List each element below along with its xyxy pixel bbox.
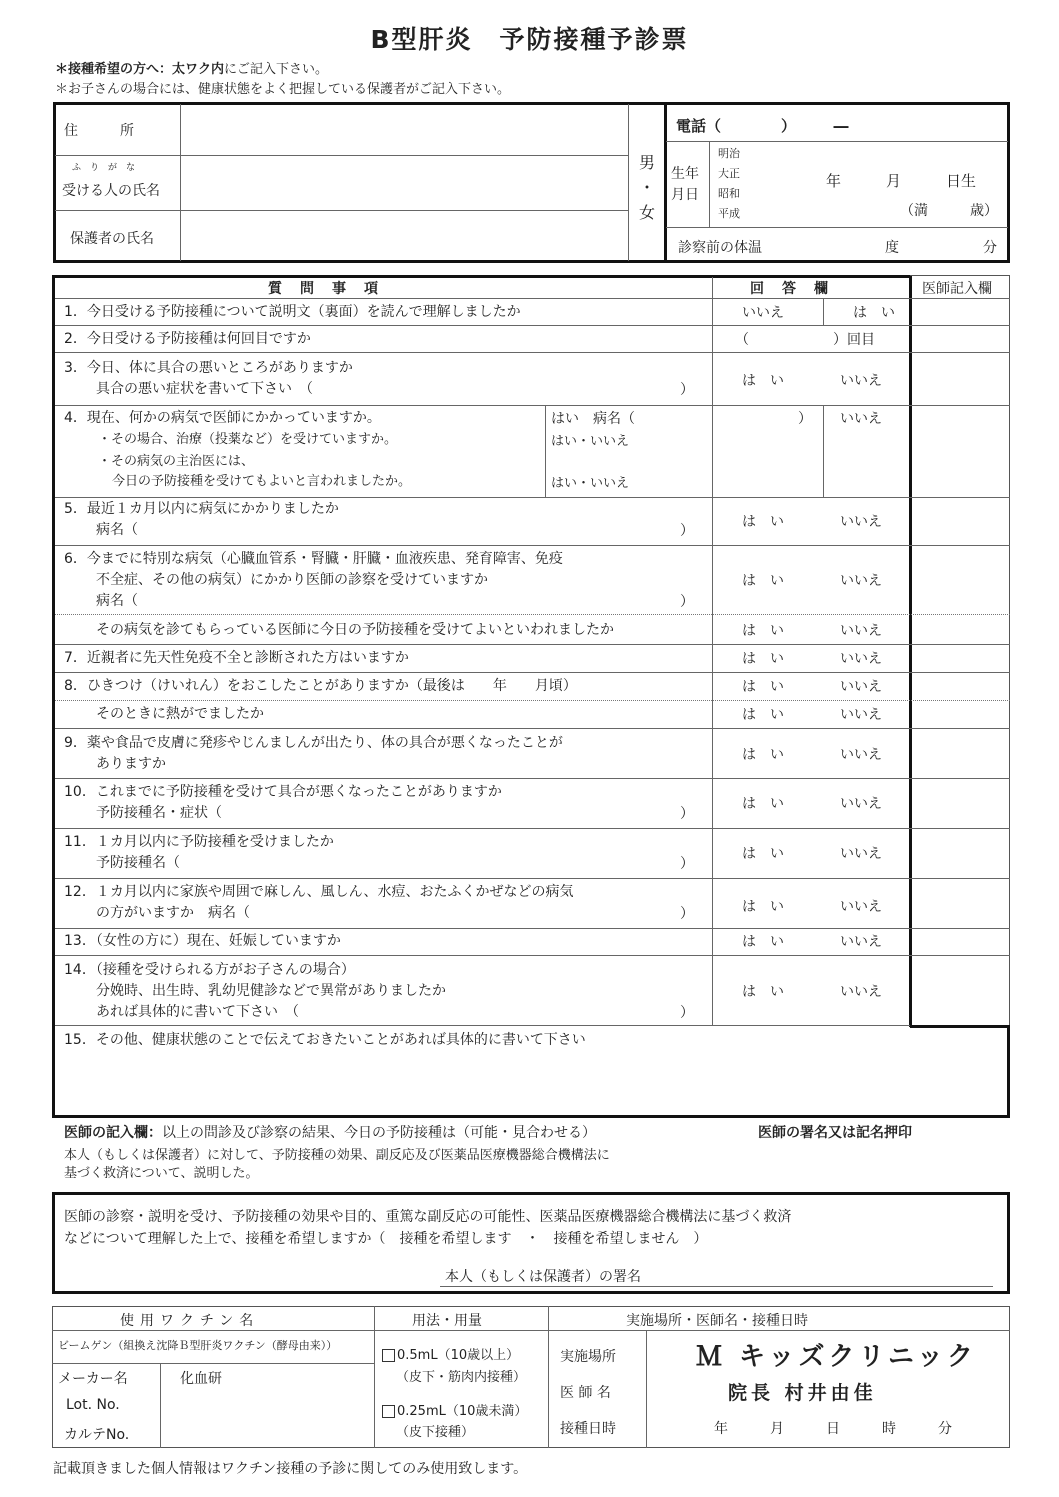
- q3-answer-yes[interactable]: は い: [742, 373, 784, 389]
- q1-answer-no[interactable]: いいえ: [742, 305, 784, 321]
- question-10-detail: 予防接種名・症状（: [96, 805, 222, 821]
- checkbox-icon[interactable]: [382, 1349, 395, 1362]
- q5-answer-yes[interactable]: は い: [742, 514, 784, 530]
- lot-field[interactable]: [170, 1395, 370, 1417]
- question-15: 15．その他、健康状態のことで伝えておきたいことがあれば具体的に書いて下さい: [64, 1032, 586, 1048]
- close-paren: ）: [680, 906, 694, 922]
- q14-answer-no[interactable]: いいえ: [840, 984, 882, 1000]
- maker-value: 化血研: [180, 1371, 222, 1387]
- q10-answer-yes[interactable]: は い: [742, 796, 784, 812]
- consent-text-1: 医師の診察・説明を受け、予防接種の効果や目的、重篤な副反応の可能性、医薬品医療機器総合機構法に基づく救済: [64, 1209, 792, 1225]
- q8-answer-no[interactable]: いいえ: [840, 679, 882, 695]
- q15-answer-field[interactable]: [64, 1052, 1004, 1112]
- question-8: 8．ひきつけ（けいれん）をおこしたことがありますか（最後は 年 月頃）: [64, 678, 577, 694]
- question-14: 14．（接種を受けられる方がお子さんの場合）: [64, 962, 355, 978]
- q2-answer-field[interactable]: [747, 329, 832, 349]
- karte-label: カルテNo.: [64, 1427, 130, 1443]
- question-2: 2．今日受ける予防接種は何回目ですか: [64, 331, 311, 347]
- q4-answer-permission[interactable]: はい・いいえ: [551, 476, 630, 491]
- question-6-sub: その病気を診てもらっている医師に今日の予防接種を受けてよいといわれましたか: [96, 622, 614, 638]
- page-title: B型肝炎 予防接種予診票: [370, 25, 689, 54]
- clinic-director: 院長 村井由佳: [728, 1382, 877, 1404]
- temperature-degree[interactable]: 度: [885, 240, 899, 256]
- q4-answer-no[interactable]: いいえ: [840, 411, 882, 427]
- question-4-sub-3: 今日の予防接種を受けてもよいと言われましたか。: [112, 474, 412, 489]
- doctor-explanation-1: 本人（もしくは保護者）に対して、予防接種の効果、副反応及び医薬品医療機器総合機構法に: [64, 1148, 610, 1163]
- question-1: 1．今日受ける予防接種について説明文（裏面）を読んで理解しましたか: [64, 304, 521, 320]
- question-4-sub-2: ・その病気の主治医には、: [98, 454, 255, 469]
- q4-answer-disease[interactable]: はい 病名（: [551, 411, 635, 427]
- instruction-note-2: ＊お子さんの場合には、健康状態をよく把握している保護者がご記入下さい。: [55, 82, 511, 97]
- sex-separator: ・: [639, 178, 656, 197]
- question-5-detail: 病名（: [96, 522, 138, 538]
- dose-adult-label: 0.5mL（10歳以上）: [397, 1348, 520, 1363]
- place-doctor-date-header: 実施場所・医師名・接種日時: [626, 1313, 808, 1329]
- question-5: 5．最近１カ月以内に病気にかかりましたか: [64, 501, 339, 517]
- age-field[interactable]: （満 歳）: [900, 203, 998, 219]
- address-label: 住 所: [64, 123, 134, 139]
- sex-female[interactable]: 女: [639, 203, 656, 222]
- q12-answer-no[interactable]: いいえ: [840, 899, 882, 915]
- doctor-assessment: [64, 1122, 596, 1142]
- questions-header: 質問事項: [268, 281, 396, 297]
- question-4: 4．現在、何かの病気で医師にかかっていますか。: [64, 410, 381, 426]
- close-paren: ）: [680, 856, 694, 872]
- question-6: 6．今までに特別な病気（心臓血管系・腎臓・肝臓・血液疾患、発育障害、免疫: [64, 551, 563, 567]
- q14-answer-yes[interactable]: は い: [742, 984, 784, 1000]
- dose-child-route: （皮下接種）: [396, 1425, 475, 1440]
- q7-answer-yes[interactable]: は い: [742, 651, 784, 667]
- vaccine-name-header: 使用ワクチン名: [120, 1313, 260, 1329]
- close-paren: ）: [798, 411, 812, 427]
- close-paren: ）: [680, 382, 694, 398]
- close-paren: ）: [680, 523, 694, 539]
- doctor-assessment-text[interactable]: 以上の問診及び診察の結果、今日の予防接種は（可能・見合わせる）: [162, 1125, 596, 1141]
- name-label: 受ける人の氏名: [62, 183, 160, 199]
- q12-answer-yes[interactable]: は い: [742, 899, 784, 915]
- place-label: 実施場所: [560, 1349, 616, 1365]
- dose-adult-route: （皮下・筋肉内接種）: [396, 1370, 527, 1385]
- birth-label-2: 月日: [671, 187, 699, 203]
- consent-text-2[interactable]: などについて理解した上で、接種を希望しますか（ 接種を希望します ・ 接種を希望しません ）: [64, 1231, 708, 1247]
- consent-signature-field[interactable]: [720, 1262, 990, 1286]
- sex-male[interactable]: 男: [639, 153, 656, 172]
- note-bold: ＊接種希望の方へ：太ワク内: [55, 62, 225, 77]
- vaccination-datetime-field[interactable]: 年 月 日 時 分: [714, 1421, 952, 1437]
- q6-sub-answer-no[interactable]: いいえ: [840, 623, 882, 639]
- question-9-line-2: ありますか: [96, 756, 166, 772]
- doctor-column-box: [910, 275, 1010, 1027]
- question-13: 13．（女性の方に）現在、妊娠していますか: [64, 933, 341, 949]
- q5-answer-no[interactable]: いいえ: [840, 514, 882, 530]
- q9-answer-no[interactable]: いいえ: [840, 747, 882, 763]
- temperature-label: 診察前の体温: [678, 240, 762, 256]
- doctor-explanation-2: 基づく救済について、説明した。: [64, 1166, 259, 1181]
- q6-sub-answer-yes[interactable]: は い: [742, 623, 784, 639]
- birth-label-1: 生年: [671, 166, 699, 182]
- era-showa[interactable]: 昭和: [718, 187, 740, 200]
- phone-field[interactable]: 電話（ ） ―: [676, 117, 849, 135]
- question-12: 12．１カ月以内に家族や周囲で麻しん、風しん、水痘、おたふくかぜなどの病気: [64, 884, 574, 900]
- question-9: 9．薬や食品で皮膚に発疹やじんましんが出たり、体の具合が悪くなったことが: [64, 735, 563, 751]
- lot-label: Lot. No.: [66, 1397, 120, 1413]
- q11-answer-no[interactable]: いいえ: [840, 846, 882, 862]
- q8-sub-answer-yes[interactable]: は い: [742, 707, 784, 723]
- question-11: 11．１カ月以内に予防接種を受けましたか: [64, 834, 334, 850]
- q4-answer-treatment[interactable]: はい・いいえ: [551, 434, 630, 449]
- q8-answer-yes[interactable]: は い: [742, 679, 784, 695]
- maker-label: メーカー名: [58, 1371, 128, 1387]
- q2-answer-open: （: [735, 332, 749, 348]
- question-8-sub: そのときに熱がでましたか: [96, 706, 264, 722]
- doctor-column-header: 医師記入欄: [922, 281, 992, 297]
- question-3: 3．今日、体に具合の悪いところがありますか: [64, 360, 353, 376]
- instruction-note-1: [55, 58, 328, 77]
- name-field[interactable]: [183, 158, 627, 208]
- question-6-line-2: 不全症、その他の病気）にかかり医師の診察を受けていますか: [96, 572, 488, 588]
- doctor-signature-label: 医師の署名又は記名押印: [758, 1125, 912, 1141]
- checkbox-icon[interactable]: [382, 1405, 395, 1418]
- privacy-note: 記載頂きました個人情報はワクチン接種の予診に関してのみ使用致します。: [53, 1461, 528, 1477]
- dose-option-child[interactable]: [382, 1400, 527, 1419]
- era-taisho[interactable]: 大正: [718, 167, 740, 180]
- q7-answer-no[interactable]: いいえ: [840, 651, 882, 667]
- birth-date-field[interactable]: 年 月 日生: [826, 172, 977, 190]
- karte-field[interactable]: [170, 1422, 370, 1444]
- clinic-name: Ｍ キッズクリニック: [696, 1342, 977, 1372]
- furigana-label: ふ り が な: [72, 163, 136, 173]
- dose-child-label: 0.25mL（10歳未満）: [397, 1404, 528, 1419]
- dosage-header: 用法・用量: [412, 1313, 482, 1329]
- question-14-line-2: 分娩時、出生時、乳幼児健診などで異常がありましたか: [96, 983, 446, 999]
- dose-option-adult[interactable]: [382, 1344, 519, 1363]
- era-meiji[interactable]: 明治: [718, 147, 740, 160]
- q13-answer-yes[interactable]: は い: [742, 934, 784, 950]
- question-12-detail: の方がいますか 病名（: [96, 905, 250, 921]
- close-paren: ）: [680, 1005, 694, 1021]
- question-4-sub-1: ・その場合、治療（投薬など）を受けていますか。: [98, 432, 398, 447]
- temperature-fraction[interactable]: 分: [983, 240, 997, 256]
- address-field[interactable]: [183, 108, 627, 154]
- q8-sub-answer-no[interactable]: いいえ: [840, 707, 882, 723]
- consent-signature-label: 本人（もしくは保護者）の署名: [445, 1269, 641, 1285]
- q10-answer-no[interactable]: いいえ: [840, 796, 882, 812]
- vaccination-date-label: 接種日時: [560, 1421, 616, 1437]
- q6-answer-no[interactable]: いいえ: [840, 573, 882, 589]
- guardian-label: 保護者の氏名: [70, 231, 154, 247]
- question-7: 7．近親者に先天性免疫不全と診断された方はいますか: [64, 650, 409, 666]
- close-paren: ）: [680, 594, 694, 610]
- guardian-field[interactable]: [183, 213, 627, 259]
- question-6-detail: 病名（: [96, 593, 138, 609]
- doctor-label: 医師の記入欄：: [64, 1125, 162, 1141]
- vaccine-name-value: ビームゲン（組換え沈降Ｂ型肝炎ワクチン（酵母由来））: [58, 1339, 338, 1352]
- note-rest: にご記入下さい。: [224, 62, 329, 77]
- answers-header: 回答欄: [750, 281, 846, 297]
- era-heisei[interactable]: 平成: [718, 207, 740, 220]
- question-10: 10．これまでに予防接種を受けて具合が悪くなったことがありますか: [64, 784, 502, 800]
- q13-answer-no[interactable]: いいえ: [840, 934, 882, 950]
- q1-answer-yes[interactable]: は い: [853, 305, 895, 321]
- q6-answer-yes[interactable]: は い: [742, 573, 784, 589]
- question-3-detail: 具合の悪い症状を書いて下さい （: [96, 381, 313, 397]
- q11-answer-yes[interactable]: は い: [742, 846, 784, 862]
- doctor-name-label: 医 師 名: [560, 1385, 611, 1401]
- question-11-detail: 予防接種名（: [96, 855, 180, 871]
- q2-answer-close: ）回目: [833, 332, 875, 348]
- q9-answer-yes[interactable]: は い: [742, 747, 784, 763]
- q3-answer-no[interactable]: いいえ: [840, 373, 882, 389]
- close-paren: ）: [680, 806, 694, 822]
- doctor-signature-field[interactable]: [760, 1142, 1005, 1182]
- question-14-detail: あれば具体的に書いて下さい （: [96, 1004, 299, 1020]
